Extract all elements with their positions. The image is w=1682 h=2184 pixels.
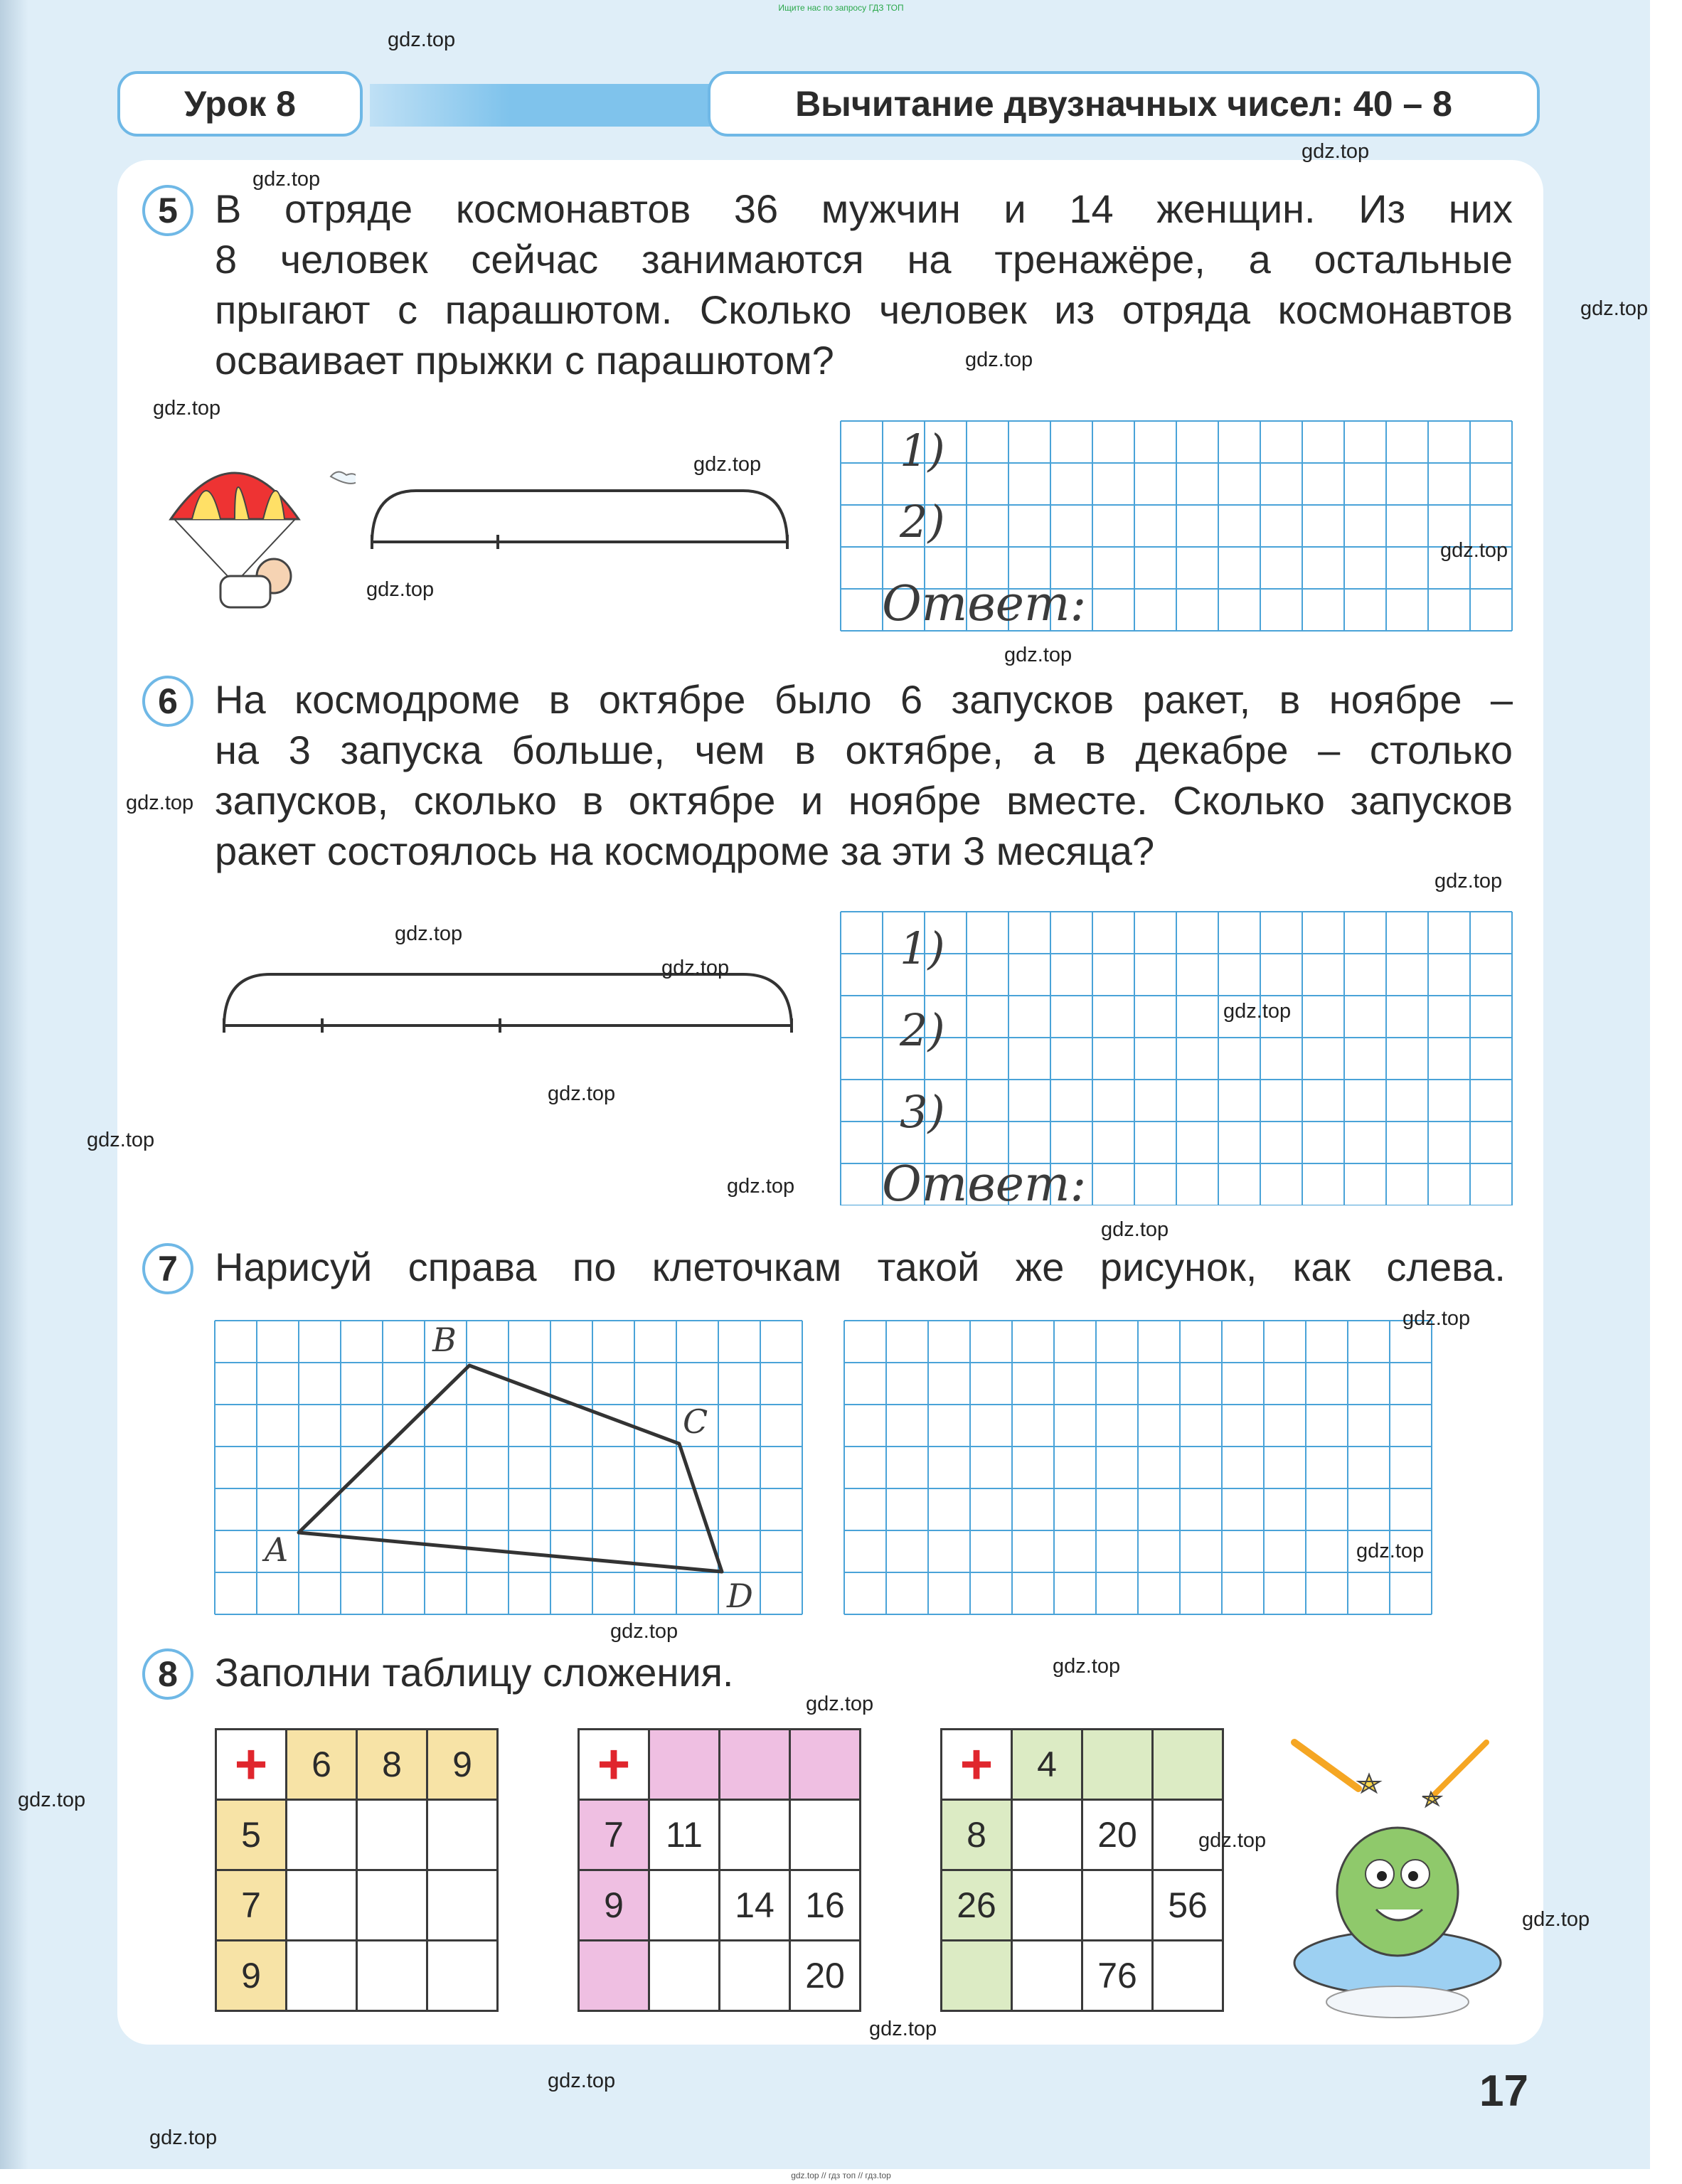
- header-bar-decoration: [370, 84, 718, 127]
- table-2-cell[interactable]: 11: [649, 1800, 720, 1870]
- table-3-col-header: 4: [1012, 1730, 1082, 1800]
- task-5-step-2: 2): [900, 496, 945, 548]
- table-2-row-header[interactable]: [579, 1941, 649, 2011]
- plus-sign-cell: +: [216, 1730, 287, 1800]
- parachutist-illustration: [142, 434, 356, 626]
- watermark: gdz.top: [548, 2070, 616, 2092]
- task-7-sample-grid: [213, 1319, 804, 1618]
- task-7-drawing-grid[interactable]: [843, 1319, 1433, 1618]
- table-1-cell[interactable]: [427, 1870, 498, 1941]
- task-5-line: В отряде космонавтов 36 мужчин и 14 женщин. Из них: [215, 186, 1513, 231]
- task-5-segment-diagram: [366, 476, 793, 562]
- table-3-col-header[interactable]: [1153, 1730, 1223, 1800]
- task-8-number: 8: [142, 1648, 193, 1700]
- table-3-row-header[interactable]: [942, 1941, 1012, 2011]
- table-2-cell[interactable]: [720, 1941, 790, 2011]
- table-1-cell[interactable]: [357, 1800, 427, 1870]
- table-1-cell[interactable]: [357, 1941, 427, 2011]
- table-3-cell[interactable]: [1153, 1941, 1223, 2011]
- addition-table-3: [940, 1728, 1224, 2012]
- watermark: gdz.top: [548, 1082, 616, 1105]
- task-6-text: [215, 674, 1513, 876]
- watermark: gdz.top: [1302, 140, 1370, 163]
- watermark: gdz.top: [388, 28, 456, 51]
- page-spine: [0, 0, 28, 2169]
- task-6-step-1: 1): [900, 922, 945, 974]
- task-7-number: 7: [142, 1243, 193, 1294]
- table-3-cell[interactable]: [1012, 1870, 1082, 1941]
- table-3-cell[interactable]: 56: [1153, 1870, 1223, 1941]
- task-5-step-1: 1): [900, 425, 945, 476]
- task-6-line: ракет состоялось на космодроме за эти 3 месяца?: [215, 829, 1155, 873]
- task-8-text: Заполни таблицу сложения.: [215, 1650, 734, 1695]
- watermark: gdz.top: [869, 2018, 937, 2040]
- addition-table-1: [215, 1728, 499, 2012]
- lesson-label: Урок 8: [117, 71, 363, 137]
- table-1-row-header: 9: [216, 1941, 287, 2011]
- watermark: gdz.top: [1440, 539, 1508, 562]
- page-number: 17: [1479, 2067, 1528, 2116]
- watermark: gdz.top: [153, 397, 221, 420]
- task-5-answer-grid[interactable]: [839, 420, 1515, 633]
- task-6-number: 6: [142, 676, 193, 727]
- point-label-a: A: [265, 1530, 289, 1569]
- alien-ufo-illustration: [1280, 1721, 1508, 2020]
- table-2-row-header: 9: [579, 1870, 649, 1941]
- watermark: gdz.top: [610, 1620, 678, 1643]
- table-2-cell[interactable]: [649, 1941, 720, 2011]
- task-5-answer-label: Ответ:: [882, 576, 1087, 632]
- watermark: gdz.top: [806, 1693, 874, 1715]
- table-3-col-header[interactable]: [1082, 1730, 1153, 1800]
- table-1-cell[interactable]: [427, 1941, 498, 2011]
- table-3-cell[interactable]: 20: [1082, 1800, 1153, 1870]
- watermark: gdz.top: [1402, 1307, 1471, 1330]
- point-label-b: B: [432, 1321, 457, 1359]
- quadrilateral-ABCD: [299, 1365, 722, 1572]
- table-2-cell[interactable]: [649, 1870, 720, 1941]
- watermark: gdz.top: [1580, 297, 1649, 320]
- task-5-text: [215, 183, 1513, 385]
- table-3-cell[interactable]: [1012, 1800, 1082, 1870]
- table-2-cell[interactable]: 14: [720, 1870, 790, 1941]
- table-1-cell[interactable]: [287, 1800, 357, 1870]
- addition-table-2: [577, 1728, 861, 2012]
- watermark: gdz.top: [1435, 870, 1503, 893]
- table-1-row-header: 5: [216, 1800, 287, 1870]
- watermark: gdz.top: [395, 922, 463, 945]
- table-2-col-header[interactable]: [649, 1730, 720, 1800]
- lesson-topic: Вычитание двузначных чисел: 40 – 8: [708, 71, 1540, 137]
- table-2-cell[interactable]: 20: [790, 1941, 861, 2011]
- table-2-cell[interactable]: 16: [790, 1870, 861, 1941]
- task-5-number: 5: [142, 185, 193, 236]
- table-3-cell[interactable]: [1012, 1941, 1082, 2011]
- watermark: gdz.top: [1223, 1000, 1292, 1023]
- task-6-line: На космодроме в октябре было 6 запусков ракет, в ноябре –: [215, 677, 1513, 722]
- plus-sign-cell: +: [942, 1730, 1012, 1800]
- table-1-row-header: 7: [216, 1870, 287, 1941]
- table-3-cell[interactable]: [1082, 1870, 1153, 1941]
- task-6-answer-label: Ответ:: [882, 1156, 1087, 1205]
- watermark: gdz.top: [1198, 1829, 1267, 1852]
- point-label-c: C: [683, 1402, 708, 1441]
- watermark: gdz.top: [87, 1129, 155, 1151]
- watermark: gdz.top: [693, 453, 762, 476]
- plus-sign-cell: +: [579, 1730, 649, 1800]
- table-1-cell[interactable]: [427, 1800, 498, 1870]
- watermark: gdz.top: [661, 957, 730, 979]
- table-2-col-header[interactable]: [720, 1730, 790, 1800]
- table-2-row-header: 7: [579, 1800, 649, 1870]
- watermark: gdz.top: [965, 348, 1033, 371]
- table-3-cell[interactable]: 76: [1082, 1941, 1153, 2011]
- task-5-line: осваивает прыжки с парашютом?: [215, 338, 834, 383]
- watermark: gdz.top: [1522, 1908, 1590, 1931]
- task-6-step-2: 2): [900, 1004, 945, 1056]
- table-2-col-header[interactable]: [790, 1730, 861, 1800]
- watermark: gdz.top: [366, 578, 435, 601]
- watermark: gdz.top: [727, 1175, 795, 1198]
- table-3-row-header: 26: [942, 1870, 1012, 1941]
- table-2-cell[interactable]: [720, 1800, 790, 1870]
- watermark: gdz.top: [1053, 1655, 1121, 1678]
- watermark: gdz.top: [18, 1789, 86, 1811]
- task-7-text: Нарисуй справа по клеточкам такой же рисунок, как слева.: [215, 1245, 1506, 1289]
- watermark: gdz.top: [252, 168, 321, 191]
- watermark: gdz.top: [126, 792, 194, 814]
- table-1-col-header: 9: [427, 1730, 498, 1800]
- table-1-cell[interactable]: [357, 1870, 427, 1941]
- task-6-line: на 3 запуска больше, чем в октябре, а в декабре – столько: [215, 728, 1513, 772]
- task-6-step-3: 3): [900, 1086, 945, 1138]
- watermark: gdz.top: [149, 2126, 218, 2149]
- table-2-cell[interactable]: [790, 1800, 861, 1870]
- watermark: gdz.top: [1004, 644, 1072, 666]
- table-1-col-header: 6: [287, 1730, 357, 1800]
- point-label-d: D: [727, 1577, 753, 1615]
- table-1-cell[interactable]: [287, 1941, 357, 2011]
- task-6-answer-grid[interactable]: [839, 910, 1515, 1205]
- watermark: gdz.top: [1356, 1540, 1425, 1562]
- watermark: gdz.top: [1101, 1218, 1169, 1241]
- top-note: Ищите нас по запросу ГДЗ ТОП: [778, 3, 904, 13]
- table-3-row-header: 8: [942, 1800, 1012, 1870]
- table-1-col-header: 8: [357, 1730, 427, 1800]
- task-6-line: запусков, сколько в октябре и ноябре вместе. Сколько запусков: [215, 778, 1513, 823]
- task-5-line: 8 человек сейчас занимаются на тренажёре, а остальные: [215, 237, 1513, 282]
- task-5-line: прыгают с парашютом. Сколько человек из отряда космонавтов: [215, 287, 1513, 332]
- table-1-cell[interactable]: [287, 1870, 357, 1941]
- bottom-note: gdz.top // гдз топ // гдз.top: [791, 2170, 891, 2180]
